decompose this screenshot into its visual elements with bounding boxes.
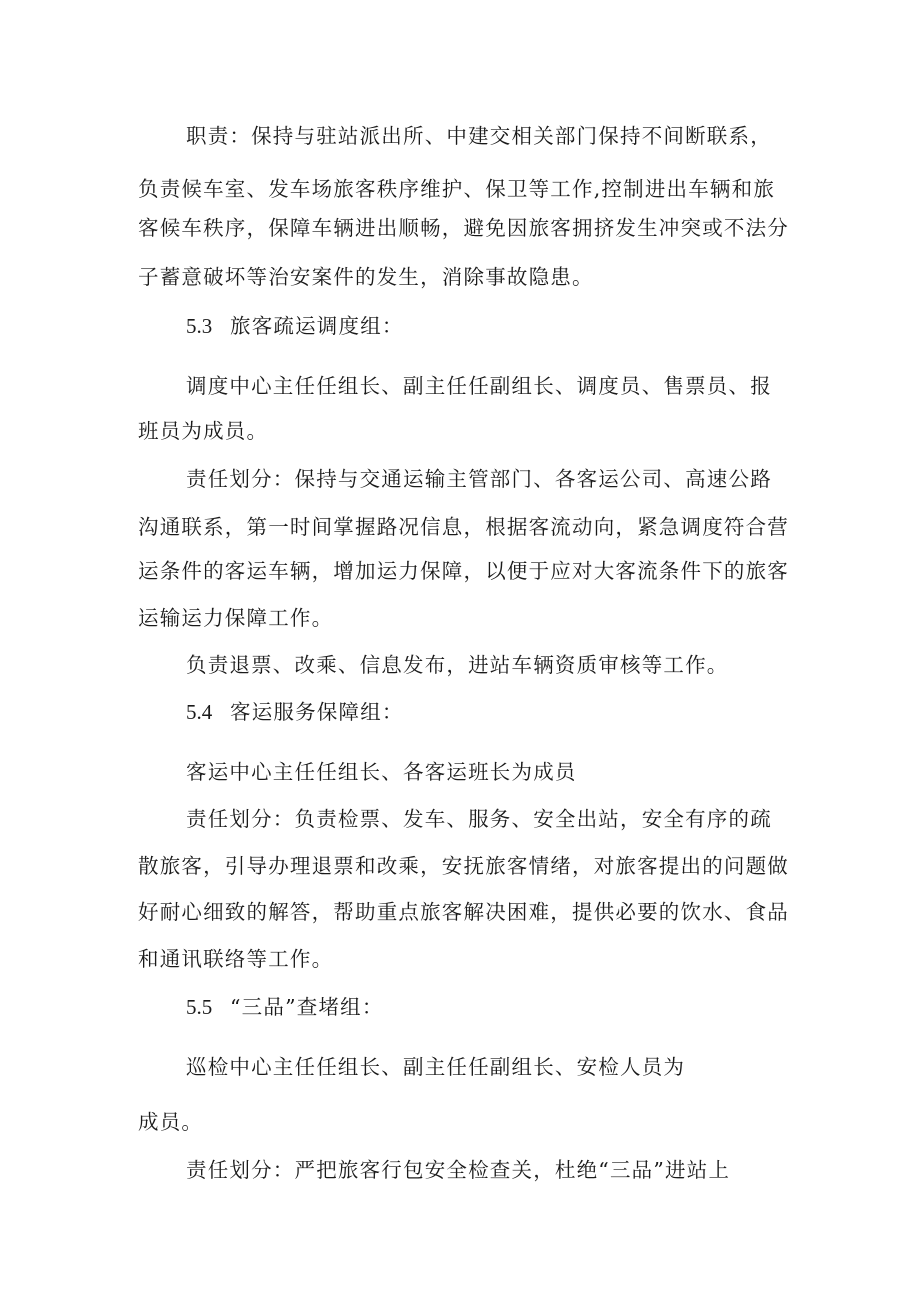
paragraph-line: 散旅客，引导办理退票和改乘，安抚旅客情绪，对旅客提出的问题做 bbox=[138, 854, 789, 878]
paragraph-line: 客运中心主任任组长、各客运班长为成员 bbox=[186, 760, 577, 784]
paragraph-line: 负责候车室、发车场旅客秩序维护、保卫等工作,控制进出车辆和旅 bbox=[138, 177, 776, 201]
section-number: 5.4 bbox=[186, 700, 213, 724]
section-heading-5-4 bbox=[186, 699, 836, 725]
section-title: 客运服务保障组： bbox=[230, 700, 404, 724]
paragraph-line: 沟通联系，第一时间掌握路况信息，根据客流动向，紧急调度符合营 bbox=[138, 515, 789, 539]
section-title: “三品”查堵组： bbox=[230, 995, 384, 1019]
paragraph-line: 客候车秩序，保障车辆进出顺畅，避免因旅客拥挤发生冲突或不法分 bbox=[138, 216, 789, 240]
paragraph-line: 责任划分：负责检票、发车、服务、安全出站，安全有序的疏 bbox=[186, 807, 772, 831]
paragraph-line: 成员。 bbox=[138, 1110, 204, 1134]
paragraph-line: 好耐心细致的解答，帮助重点旅客解决困难，提供必要的饮水、食品 bbox=[138, 900, 789, 924]
section-heading-5-5 bbox=[186, 994, 836, 1020]
section-number: 5.5 bbox=[186, 995, 213, 1019]
paragraph-line: 责任划分：严把旅客行包安全检查关，杜绝“三品”进站上 bbox=[186, 1158, 731, 1182]
paragraph-line: 负责退票、改乘、信息发布，进站车辆资质审核等工作。 bbox=[186, 653, 729, 677]
paragraph-line: 运输运力保障工作。 bbox=[138, 606, 334, 630]
paragraph-line: 调度中心主任任组长、副主任任副组长、调度员、售票员、报 bbox=[186, 374, 772, 398]
paragraph-line: 和通讯联络等工作。 bbox=[138, 947, 334, 971]
paragraph-line: 责任划分：保持与交通运输主管部门、各客运公司、高速公路 bbox=[186, 467, 772, 491]
paragraph-line: 班员为成员。 bbox=[138, 419, 269, 443]
section-number: 5.3 bbox=[186, 314, 213, 338]
paragraph-line: 职责：保持与驻站派出所、中建交相关部门保持不间断联系， bbox=[186, 124, 772, 148]
paragraph-line: 子蓄意破坏等治安案件的发生，消除事故隐患。 bbox=[138, 265, 594, 289]
section-title: 旅客疏运调度组： bbox=[230, 314, 404, 338]
section-heading-5-3 bbox=[186, 313, 836, 339]
paragraph-line: 巡检中心主任任组长、副主任任副组长、安检人员为 bbox=[186, 1055, 686, 1079]
paragraph-line: 运条件的客运车辆，增加运力保障，以便于应对大客流条件下的旅客 bbox=[138, 559, 789, 583]
